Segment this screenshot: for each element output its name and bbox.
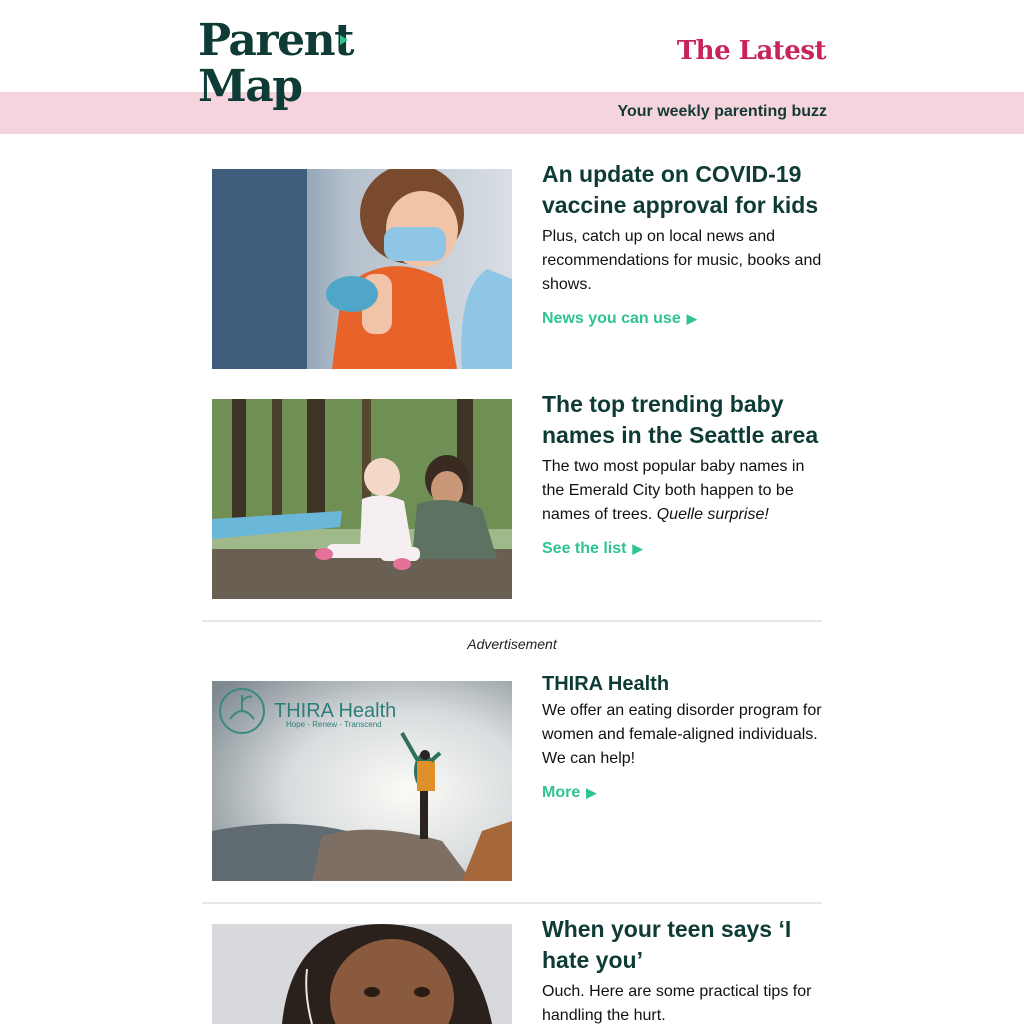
tagline: Your weekly parenting buzz [617, 103, 827, 120]
article-text [542, 389, 830, 561]
logo-word-map: Map [198, 61, 302, 112]
article-image-child-vaccine[interactable] [212, 169, 512, 369]
link-label: See the list [542, 540, 627, 557]
thira-health-photo [212, 681, 512, 881]
child-vaccine-photo [212, 169, 512, 369]
advertisement-label: Advertisement [467, 636, 557, 652]
thira-logo-tagline: Hope - Renew - Transcend [286, 720, 382, 729]
news-you-can-use-link[interactable] [542, 307, 697, 331]
article-text [542, 914, 830, 1028]
divider [202, 902, 822, 904]
ad-text [542, 671, 830, 805]
play-arrow-icon: ▶ [686, 311, 697, 326]
description-text: The two most popular baby names in the Emerald City both happen to be names of trees. [542, 458, 805, 523]
description-italic: Quelle surprise! [656, 506, 769, 523]
article-description [542, 455, 830, 527]
ad-description: We offer an eating disorder program for women and female-aligned individuals. We can help! [542, 702, 822, 767]
link-label: More [542, 784, 581, 801]
section-title: The Latest [676, 36, 826, 66]
ad-title[interactable]: THIRA Health [542, 673, 670, 695]
ad-image-thira-health[interactable] [212, 681, 512, 881]
play-arrow-icon: ▶ [632, 541, 643, 556]
see-the-list-link[interactable] [542, 537, 642, 561]
article-title[interactable]: The top trending baby names in the Seattle area [542, 391, 819, 448]
article-title[interactable]: When your teen says ‘I hate you’ [542, 916, 792, 973]
article-text [542, 159, 830, 331]
play-arrow-icon: ▶ [586, 785, 597, 800]
article-description: Ouch. Here are some practical tips for handling the hurt. [542, 983, 812, 1024]
parentmap-logo[interactable] [198, 15, 353, 120]
tagline-band [0, 92, 1024, 134]
logo-word-parent: Parent [198, 15, 353, 66]
divider [202, 620, 822, 622]
teen-photo [212, 924, 512, 1024]
article-image-teen[interactable] [212, 924, 512, 1024]
article-image-baby-forest[interactable] [212, 399, 512, 599]
more-link[interactable] [542, 781, 596, 805]
email-header [0, 0, 1024, 92]
baby-forest-photo [212, 399, 512, 599]
article-title[interactable]: An update on COVID-19 vaccine approval for kids [542, 161, 819, 218]
link-label: News you can use [542, 310, 681, 327]
play-triangle-icon [340, 35, 348, 45]
article-description: Plus, catch up on local news and recommendations for music, books and shows. [542, 228, 822, 293]
thira-logo-text: THIRA Health [274, 700, 397, 722]
